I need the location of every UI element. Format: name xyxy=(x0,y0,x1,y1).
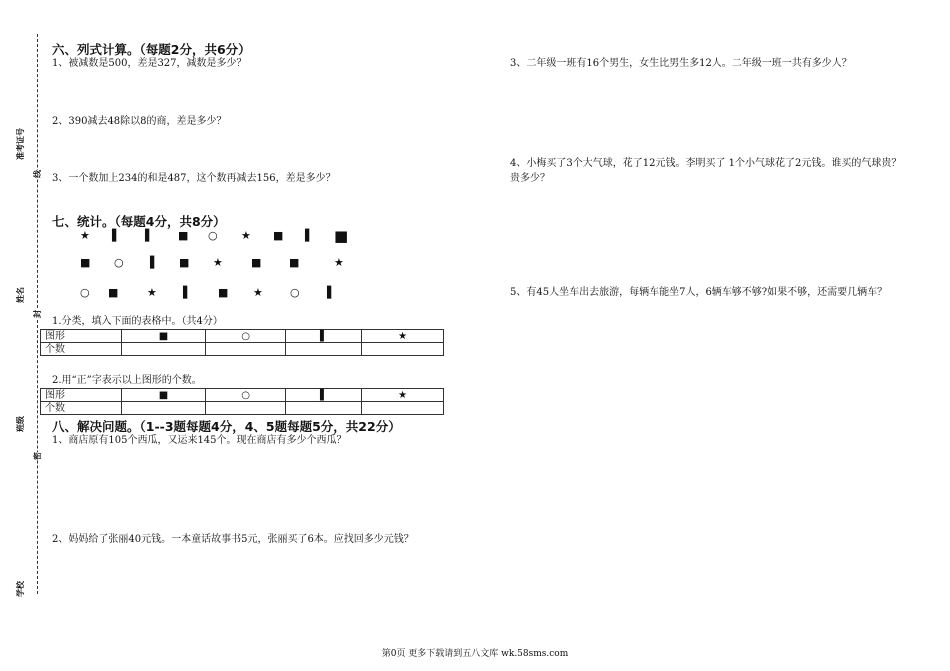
star-icon: ★ xyxy=(80,229,90,242)
star-icon: ★ xyxy=(362,330,444,343)
square-icon: ■ xyxy=(122,330,206,343)
rect-icon: ▌ xyxy=(286,389,362,402)
rect-icon: ▌ xyxy=(150,256,159,269)
rect-icon: ▌ xyxy=(112,229,121,242)
rect-icon: ▌ xyxy=(327,286,336,299)
tally-table-2 xyxy=(40,388,444,415)
square-icon: ■ xyxy=(178,229,189,242)
cut-mark-line: 线 xyxy=(33,170,42,178)
answer-cell[interactable] xyxy=(205,402,286,415)
table-count-label: 个数 xyxy=(41,402,122,415)
square-icon: ■ xyxy=(251,256,262,269)
square-icon: ■ xyxy=(334,227,349,245)
page-footer: 第0页 更多下载请到五八文库 wk.58sms.com xyxy=(381,649,569,659)
table-count-label: 个数 xyxy=(41,343,122,356)
section6-question-1: 1、被减数是500，差是327，减数是多少？ xyxy=(52,58,247,69)
cut-mark-seal: 封 xyxy=(33,310,42,318)
section6-question-2: 2、390减去48除以8的商，差是多少？ xyxy=(52,116,227,127)
section8-question-5: 5、有45人坐车出去旅游，每辆车能坐7人，6辆车够不够?如果不够，还需要几辆车？ xyxy=(510,287,888,298)
tally-table-1 xyxy=(40,329,444,356)
section8-title: 八、解决问题。（1--3题每题4分，4、5题每题5分，共22分） xyxy=(52,419,401,434)
circle-icon: ○ xyxy=(80,286,90,299)
table-header-label: 图形 xyxy=(41,330,122,343)
rect-icon: ▌ xyxy=(286,330,362,343)
circle-icon: ○ xyxy=(208,229,218,242)
circle-icon: ○ xyxy=(114,256,124,269)
rect-icon: ▌ xyxy=(305,229,314,242)
binding-label-class: 班级 xyxy=(16,416,25,432)
table-row xyxy=(41,330,444,343)
table-header-label: 图形 xyxy=(41,389,122,402)
section7-question-1: 1.分类，填入下面的表格中。（共4分） xyxy=(52,316,223,327)
section7-title: 七、统计。（每题4分，共8分） xyxy=(52,214,226,229)
square-icon: ■ xyxy=(289,256,300,269)
square-icon: ■ xyxy=(80,256,91,269)
cut-mark-secret: 密 xyxy=(33,452,42,460)
table-row xyxy=(41,389,444,402)
square-icon: ■ xyxy=(218,286,229,299)
square-icon: ■ xyxy=(273,229,284,242)
circle-icon: ○ xyxy=(290,286,300,299)
section8-question-2: 2、妈妈给了张丽40元钱。一本童话故事书5元，张丽买了6本。应找回多少元钱？ xyxy=(52,534,414,545)
star-icon: ★ xyxy=(241,229,251,242)
section6-question-3: 3、一个数加上234的和是487，这个数再减去156，差是多少？ xyxy=(52,173,336,184)
star-icon: ★ xyxy=(147,286,157,299)
section8-question-3: 3、二年级一班有16个男生，女生比男生多12人。二年级一班一共有多少人？ xyxy=(510,58,852,69)
rect-icon: ▌ xyxy=(145,229,154,242)
answer-cell[interactable] xyxy=(205,343,286,356)
binding-label-exam-number: 准考证号 xyxy=(16,128,25,160)
section6-title: 六、列式计算。（每题2分，共6分） xyxy=(52,42,251,57)
table-row xyxy=(41,402,444,415)
answer-cell[interactable] xyxy=(122,402,206,415)
star-icon: ★ xyxy=(253,286,263,299)
answer-cell[interactable] xyxy=(122,343,206,356)
answer-cell[interactable] xyxy=(362,343,444,356)
star-icon: ★ xyxy=(362,389,444,402)
rect-icon: ▌ xyxy=(183,286,192,299)
circle-icon: ○ xyxy=(205,330,286,343)
star-icon: ★ xyxy=(213,256,223,269)
answer-cell[interactable] xyxy=(362,402,444,415)
circle-icon: ○ xyxy=(205,389,286,402)
answer-cell[interactable] xyxy=(286,402,362,415)
section7-question-2: 2.用“正”字表示以上图形的个数。 xyxy=(52,375,202,386)
star-icon: ★ xyxy=(334,256,344,269)
section8-question-1: 1、商店原有105个西瓜，又运来145个。现在商店有多少个西瓜？ xyxy=(52,435,347,446)
binding-label-school: 学校 xyxy=(16,581,25,597)
square-icon: ■ xyxy=(122,389,206,402)
square-icon: ■ xyxy=(179,256,190,269)
table-row xyxy=(41,343,444,356)
section8-question-4: 4、小梅买了3个大气球，花了12元钱。李明买了 1个小气球花了2元钱。谁买的气球贵？贵多少？ xyxy=(510,158,902,184)
square-icon: ■ xyxy=(108,286,119,299)
answer-cell[interactable] xyxy=(286,343,362,356)
binding-label-name: 姓名 xyxy=(16,287,25,303)
